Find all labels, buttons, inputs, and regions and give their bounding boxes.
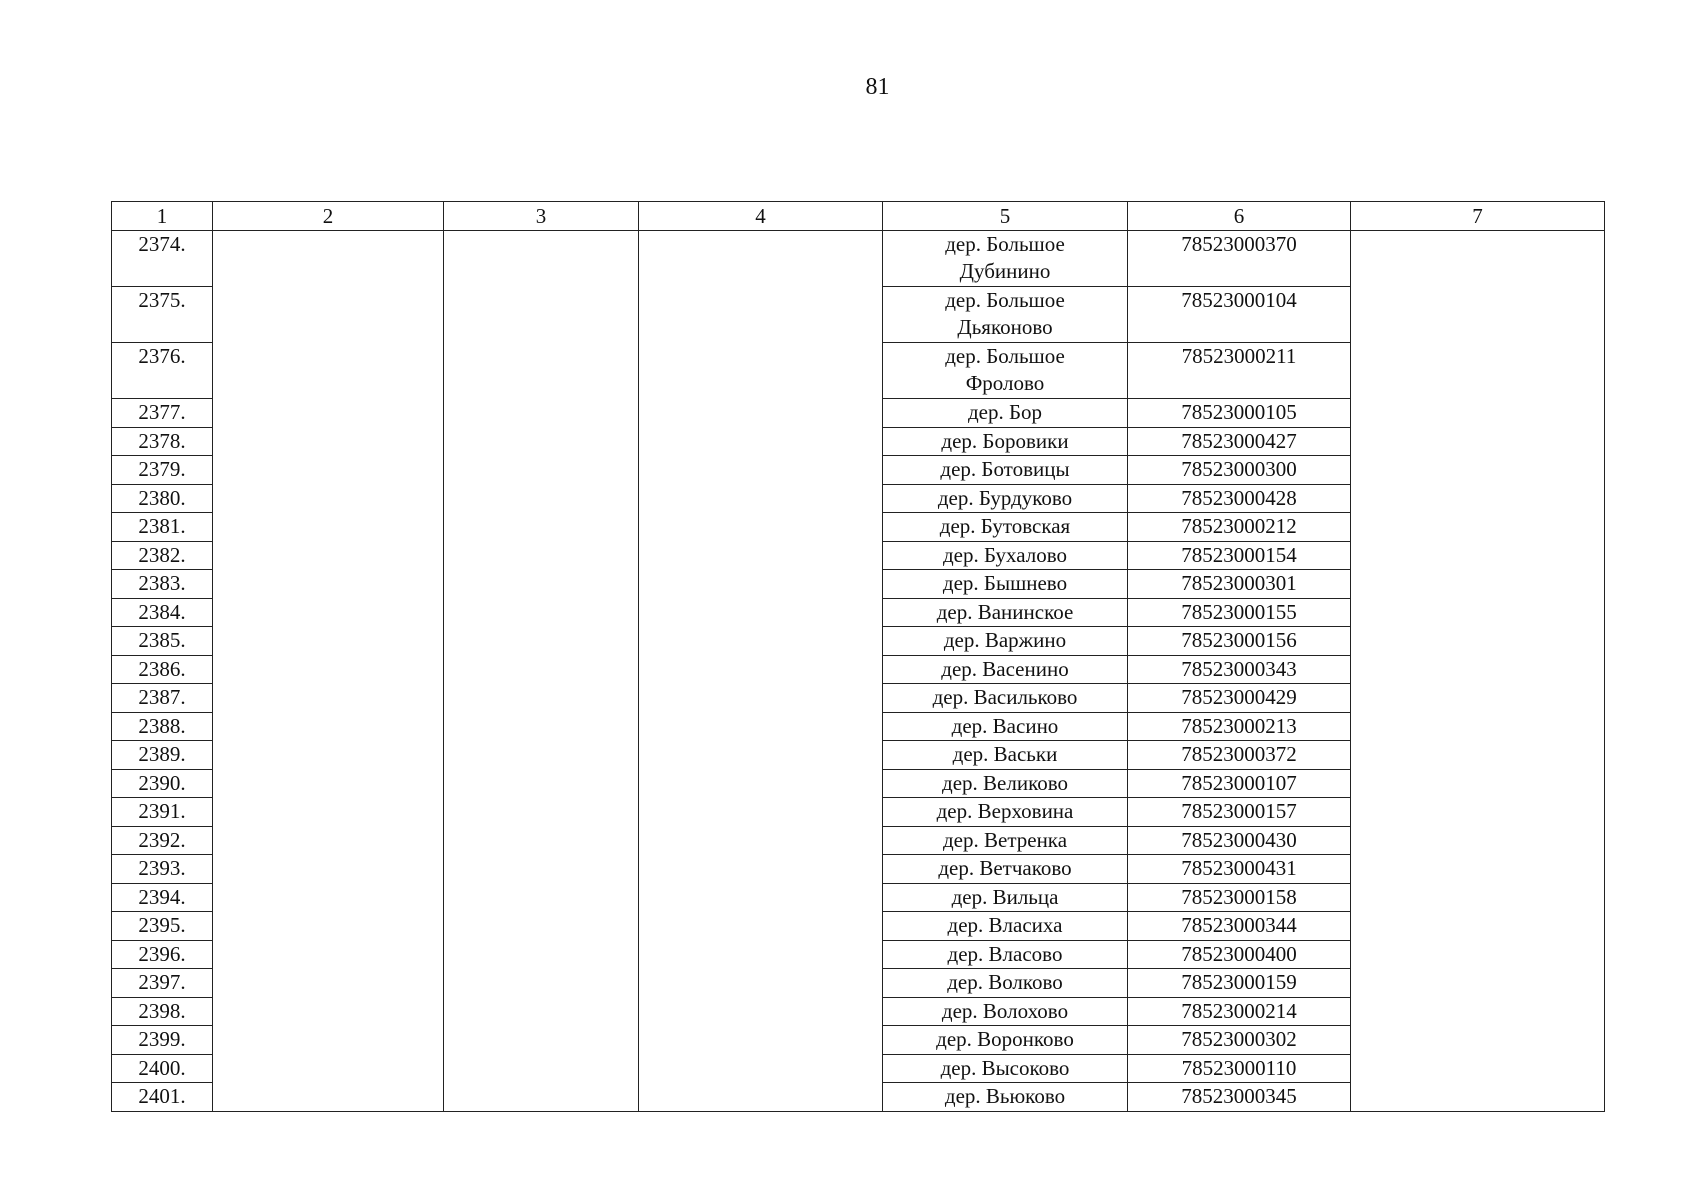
row-number: 2394. [112,883,213,912]
row-number: 2400. [112,1054,213,1083]
oktmo-code: 78523000427 [1128,427,1351,456]
settlements-table [111,201,1605,1112]
row-number: 2382. [112,541,213,570]
settlement-name: дер. Великово [883,769,1128,798]
column-header: 6 [1128,202,1351,231]
row-number: 2378. [112,427,213,456]
settlement-name: дер. Ботовицы [883,456,1128,485]
oktmo-code: 78523000212 [1128,513,1351,542]
settlement-name: дер. Бурдуково [883,484,1128,513]
settlement-name: дер. Бор [883,399,1128,428]
settlement-name: дер. Волково [883,969,1128,998]
row-number: 2397. [112,969,213,998]
row-number: 2398. [112,997,213,1026]
settlement-name: дер. Вильца [883,883,1128,912]
settlement-name: дер. Воронково [883,1026,1128,1055]
settlement-name: дер. Ванинское [883,598,1128,627]
oktmo-code: 78523000345 [1128,1083,1351,1112]
settlement-name: дер. Васино [883,712,1128,741]
row-number: 2399. [112,1026,213,1055]
oktmo-code: 78523000400 [1128,940,1351,969]
column-header: 3 [444,202,639,231]
row-number: 2374. [112,231,213,287]
oktmo-code: 78523000104 [1128,287,1351,343]
page-number: 81 [865,74,890,100]
header-row [112,202,1605,231]
oktmo-code: 78523000430 [1128,826,1351,855]
oktmo-code: 78523000372 [1128,741,1351,770]
settlement-name: дер. Васенино [883,655,1128,684]
table-body [112,231,1605,1112]
row-number: 2388. [112,712,213,741]
settlement-name: дер. Ветренка [883,826,1128,855]
settlement-name: дер. Верховина [883,798,1128,827]
row-number: 2379. [112,456,213,485]
row-number: 2393. [112,855,213,884]
row-number: 2395. [112,912,213,941]
oktmo-code: 78523000159 [1128,969,1351,998]
oktmo-code: 78523000156 [1128,627,1351,656]
oktmo-code: 78523000429 [1128,684,1351,713]
settlement-name: дер. Васьки [883,741,1128,770]
column-4-cell [639,231,883,1112]
oktmo-code: 78523000344 [1128,912,1351,941]
settlement-name: дер. Васильково [883,684,1128,713]
column-header: 1 [112,202,213,231]
oktmo-code: 78523000107 [1128,769,1351,798]
settlement-name: дер. Власиха [883,912,1128,941]
oktmo-code: 78523000343 [1128,655,1351,684]
oktmo-code: 78523000157 [1128,798,1351,827]
settlement-name: дер. Бутовская [883,513,1128,542]
row-number: 2386. [112,655,213,684]
oktmo-code: 78523000300 [1128,456,1351,485]
settlement-name: дер. Большое Дубинино [883,231,1128,287]
row-number: 2380. [112,484,213,513]
oktmo-code: 78523000158 [1128,883,1351,912]
column-3-cell [444,231,639,1112]
column-header: 7 [1351,202,1605,231]
oktmo-code: 78523000105 [1128,399,1351,428]
column-7-cell [1351,231,1605,1112]
row-number: 2381. [112,513,213,542]
row-number: 2390. [112,769,213,798]
row-number: 2384. [112,598,213,627]
oktmo-code: 78523000211 [1128,343,1351,399]
row-number: 2383. [112,570,213,599]
table-row [112,231,1605,287]
column-header: 5 [883,202,1128,231]
oktmo-code: 78523000428 [1128,484,1351,513]
settlement-name: дер. Бышнево [883,570,1128,599]
row-number: 2375. [112,287,213,343]
settlement-name: дер. Ветчаково [883,855,1128,884]
row-number: 2377. [112,399,213,428]
oktmo-code: 78523000370 [1128,231,1351,287]
settlement-name: дер. Варжино [883,627,1128,656]
row-number: 2401. [112,1083,213,1112]
oktmo-code: 78523000154 [1128,541,1351,570]
oktmo-code: 78523000155 [1128,598,1351,627]
settlement-name: дер. Вьюково [883,1083,1128,1112]
row-number: 2387. [112,684,213,713]
column-header: 4 [639,202,883,231]
oktmo-code: 78523000213 [1128,712,1351,741]
oktmo-code: 78523000431 [1128,855,1351,884]
row-number: 2389. [112,741,213,770]
column-header: 2 [213,202,444,231]
row-number: 2396. [112,940,213,969]
column-2-cell [213,231,444,1112]
settlement-name: дер. Высоково [883,1054,1128,1083]
settlement-name: дер. Боровики [883,427,1128,456]
oktmo-code: 78523000214 [1128,997,1351,1026]
settlement-name: дер. Власово [883,940,1128,969]
oktmo-code: 78523000302 [1128,1026,1351,1055]
settlement-name: дер. Бухалово [883,541,1128,570]
row-number: 2392. [112,826,213,855]
row-number: 2391. [112,798,213,827]
settlement-name: дер. Большое Фролово [883,343,1128,399]
settlement-name: дер. Большое Дьяконово [883,287,1128,343]
row-number: 2385. [112,627,213,656]
oktmo-code: 78523000110 [1128,1054,1351,1083]
row-number: 2376. [112,343,213,399]
settlement-name: дер. Волохово [883,997,1128,1026]
oktmo-code: 78523000301 [1128,570,1351,599]
